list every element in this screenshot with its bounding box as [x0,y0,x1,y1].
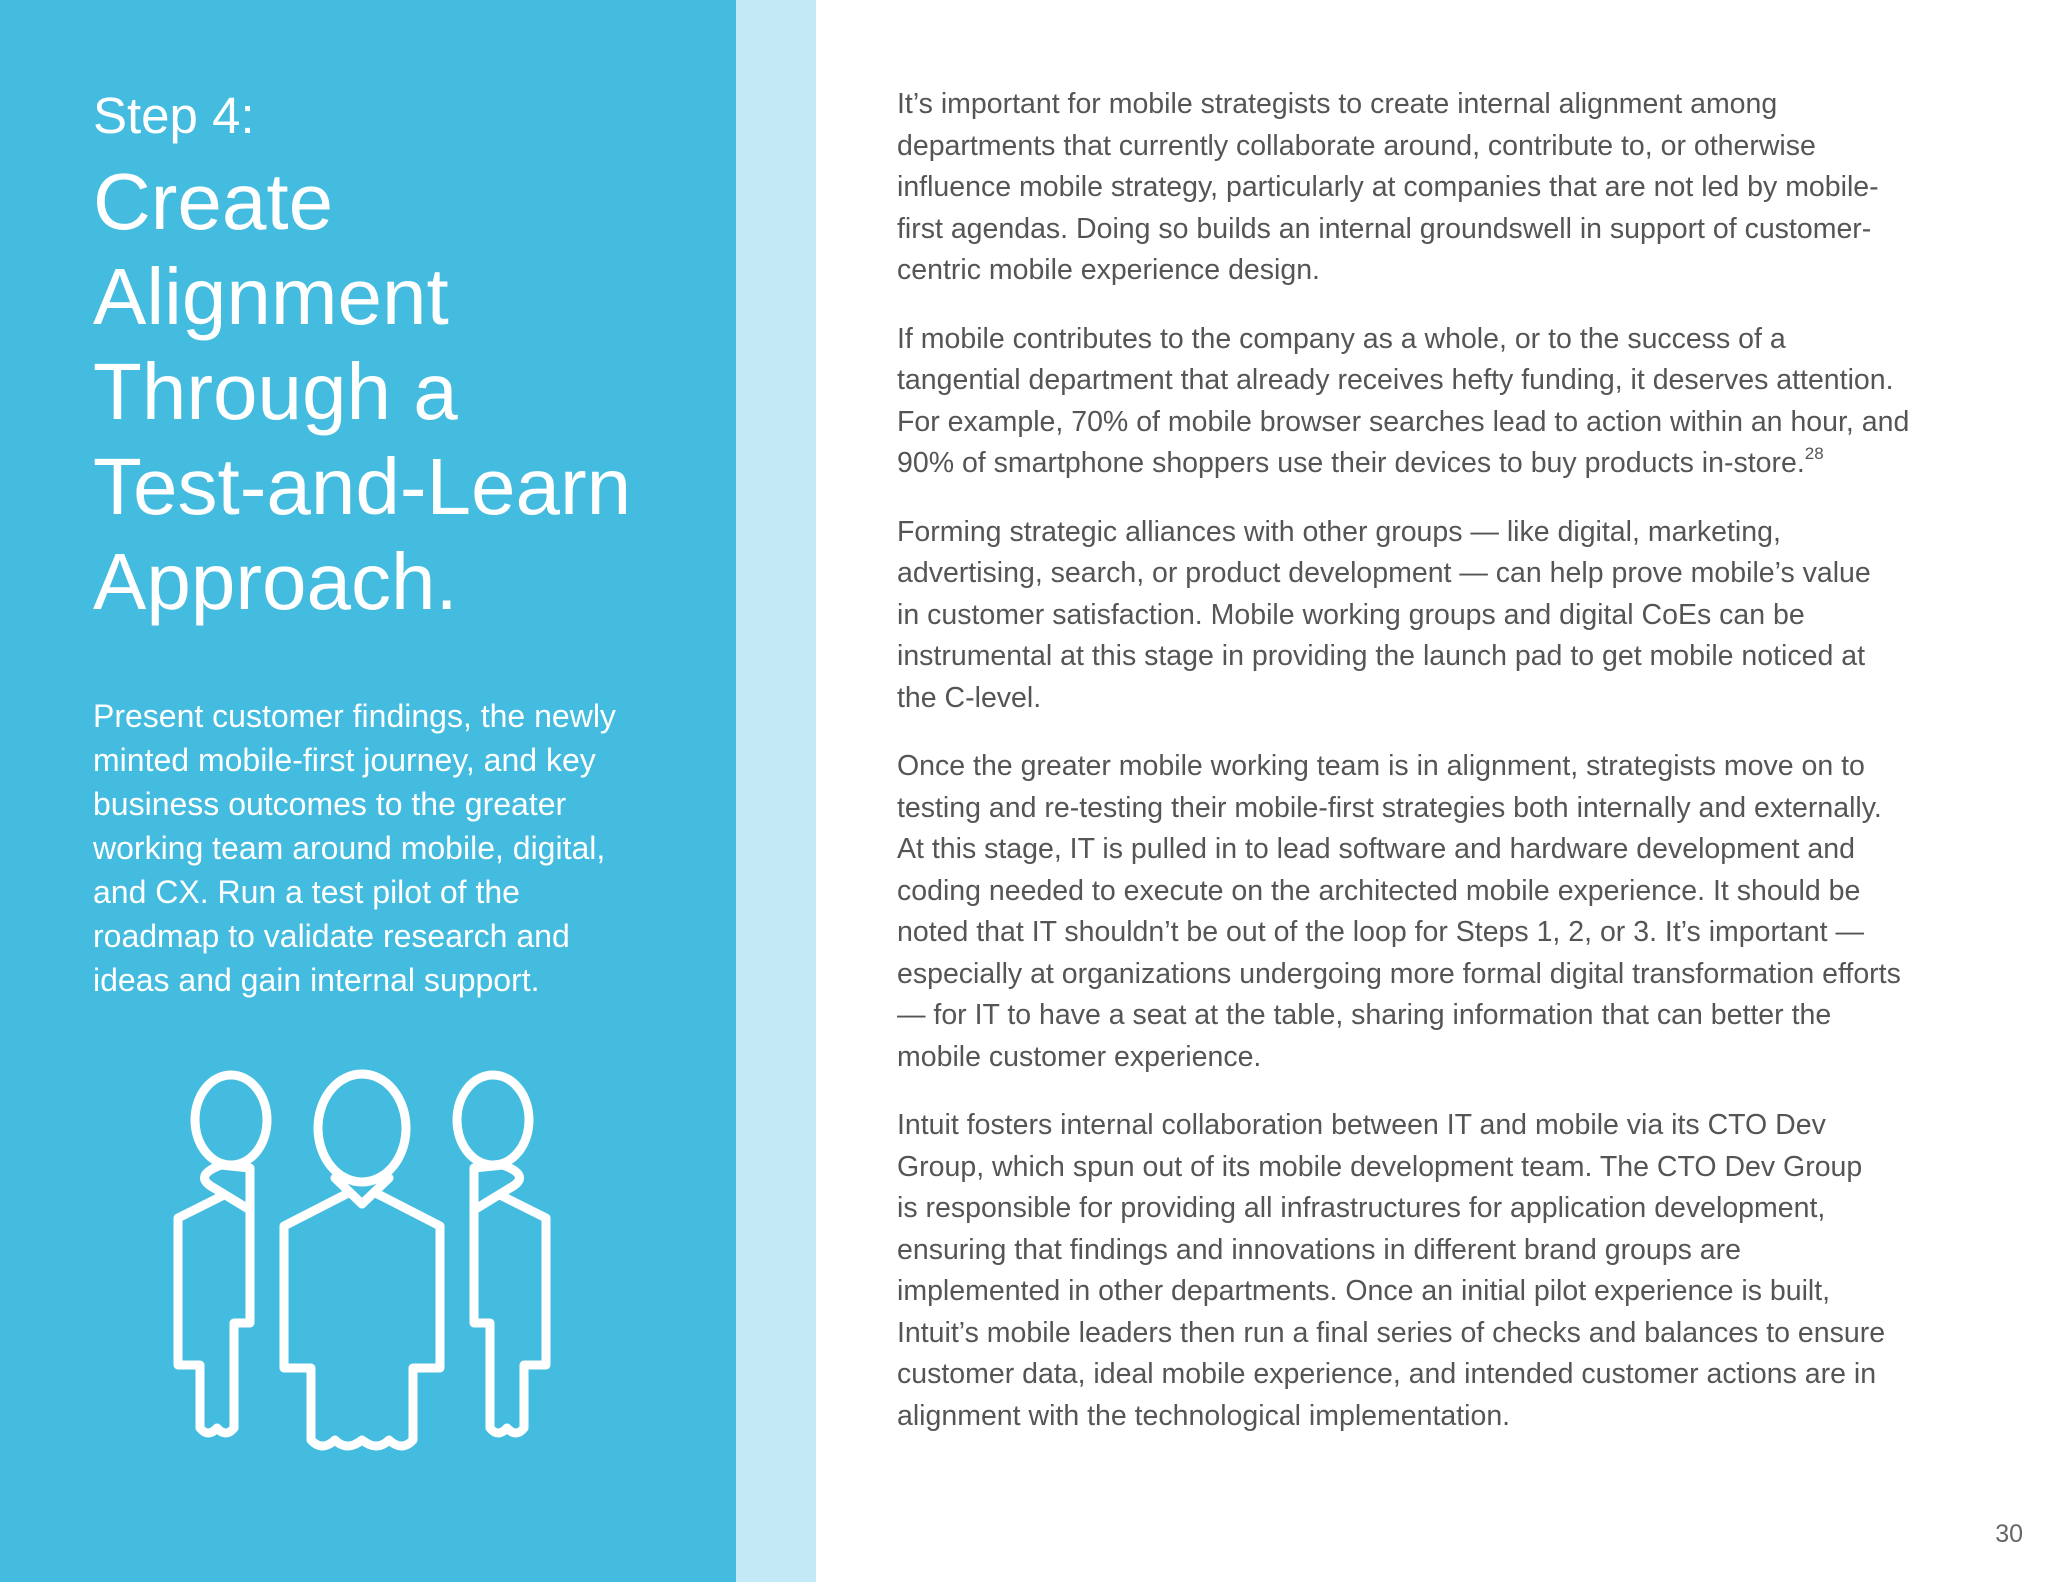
footnote-marker: 28 [1804,444,1824,463]
body-line: Group, which spun out of its mobile development team. The CTO Dev Group [897,1150,1863,1183]
intro-line: roadmap to validate research and [93,918,570,954]
body-line: centric mobile experience design. [897,254,1320,286]
body-paragraph [897,746,1987,1078]
intro-summary [93,694,693,1002]
person-left-icon [178,1075,267,1433]
body-paragraph [897,1105,1987,1437]
body-line: coding needed to execute on the architected mobile experience. It should be [897,874,1861,907]
section-heading [93,154,631,629]
body-paragraph [897,319,1987,485]
body-line: Intuit’s mobile leaders then run a final series of checks and balances to ensure [897,1316,1886,1349]
body-line: 90% of smartphone shoppers use their devices to buy products in-store. [897,447,1805,479]
body-line: tangential department that already receives hefty funding, it deserves attention. [897,364,1894,396]
body-line: Once the greater mobile working team is in alignment, strategists move on to [897,750,1865,782]
body-line: testing and re-testing their mobile-first strategies both internally and externally. [897,791,1882,824]
step-label: Step 4: [93,87,255,144]
accent-strip [736,0,816,1582]
body-paragraph [897,84,1987,292]
person-center-icon [284,1074,440,1446]
body-line: especially at organizations undergoing more formal digital transformation efforts [897,957,1901,990]
body-line: Forming strategic alliances with other groups — like digital, marketing, [897,515,1781,548]
body-line: ensuring that findings and innovations in different brand groups are [897,1233,1741,1266]
body-line: For example, 70% of mobile browser searches lead to action within an hour, and [897,405,1910,438]
heading-line: Test-and-Learn [93,442,632,531]
body-line: alignment with the technological implementation. [897,1399,1511,1432]
intro-line: working team around mobile, digital, [93,830,606,866]
body-copy [897,84,1987,1464]
body-line: the C-level. [897,681,1042,714]
body-line: It’s important for mobile strategists to create internal alignment among [897,88,1778,120]
people-group-icon [168,1068,556,1458]
body-line-with-footnote [897,443,1987,485]
body-line: If mobile contributes to the company as a whole, or to the success of a [897,322,1786,355]
intro-line: and CX. Run a test pilot of the [93,874,520,910]
heading-line: Create [93,157,334,246]
heading-line: Through a [93,347,458,436]
body-line: is responsible for providing all infrastructures for application development, [897,1192,1826,1224]
intro-line: business outcomes to the greater [93,786,567,822]
sidebar-panel [0,0,736,1582]
body-line: noted that IT shouldn’t be out of the loop for Steps 1, 2, or 3. It’s important — [897,916,1864,948]
page-number: 30 [1995,1520,2023,1548]
intro-line: minted mobile-first journey, and key [93,742,596,778]
body-line: in customer satisfaction. Mobile working groups and digital CoEs can be [897,598,1805,631]
body-line: first agendas. Doing so builds an internal groundswell in support of customer- [897,212,1872,245]
heading-line: Alignment [93,252,449,341]
body-line: At this stage, IT is pulled in to lead software and hardware development and [897,833,1855,865]
body-line: advertising, search, or product development — can help prove mobile’s value [897,557,1871,589]
body-paragraph [897,512,1987,720]
body-line: — for IT to have a seat at the table, sharing information that can better the [897,999,1832,1031]
person-right-icon [457,1075,546,1433]
body-line: departments that currently collaborate around, contribute to, or otherwise [897,129,1816,162]
intro-line: ideas and gain internal support. [93,962,540,998]
intro-line: Present customer findings, the newly [93,698,616,734]
body-line: Intuit fosters internal collaboration between IT and mobile via its CTO Dev [897,1109,1826,1141]
body-line: influence mobile strategy, particularly at companies that are not led by mobile- [897,171,1879,203]
body-line: mobile customer experience. [897,1040,1262,1073]
heading-line: Approach. [93,537,458,626]
body-line: customer data, ideal mobile experience, and intended customer actions are in [897,1358,1877,1390]
body-line: instrumental at this stage in providing the launch pad to get mobile noticed at [897,640,1866,672]
body-line: implemented in other departments. Once an initial pilot experience is built, [897,1275,1831,1307]
